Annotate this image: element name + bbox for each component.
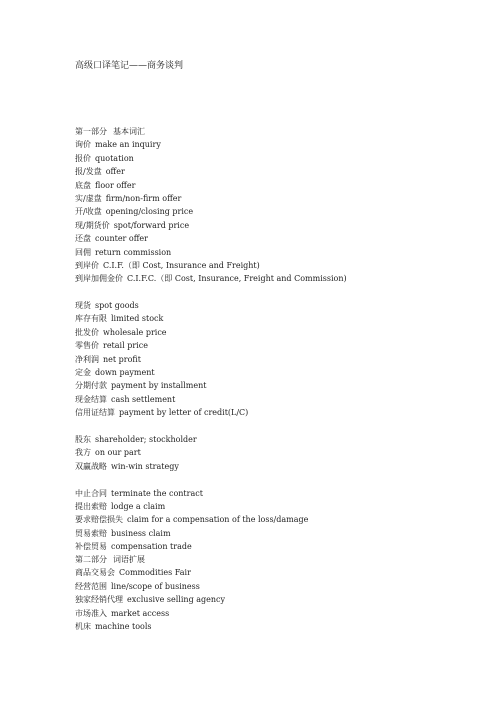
part1-section (75, 125, 347, 554)
vocab-term-zh: 询价 (75, 140, 91, 150)
vocab-term-zh: 分期付款 (75, 381, 107, 391)
vocab-term-en: line/scope of business (111, 581, 200, 591)
vocab-term-en: firm/non-firm offer (105, 193, 182, 203)
vocab-entry (75, 607, 225, 620)
part1-heading (75, 125, 347, 138)
vocab-term-zh: 批发价 (75, 327, 99, 337)
vocab-term-zh: 股东 (75, 434, 91, 444)
vocab-entry (75, 593, 225, 606)
vocab-entry (75, 246, 347, 259)
group-spacer (75, 420, 347, 433)
part2-section (75, 553, 225, 633)
vocab-term-en: exclusive selling agency (127, 595, 226, 605)
vocab-term-en: opening/closing price (105, 207, 194, 217)
vocab-entry (75, 353, 347, 366)
vocab-term-en: make an inquiry (95, 140, 161, 150)
vocab-entry (75, 272, 347, 285)
vocab-entry (75, 580, 225, 593)
vocab-entry (75, 393, 347, 406)
vocab-term-en: claim for a compensation of the loss/damage (127, 515, 309, 525)
part1-vocab-list (75, 138, 347, 553)
vocab-entry (75, 152, 347, 165)
vocab-term-zh: 实/虚盘 (75, 193, 102, 203)
vocab-term-zh: 双赢战略 (75, 461, 107, 471)
part2-heading-label: 第二部分 (75, 555, 107, 564)
vocab-entry (75, 179, 347, 192)
vocab-term-en: net profit (103, 354, 141, 364)
part2-heading-subtitle: 词语扩展 (113, 555, 145, 564)
vocab-term-zh: 信用证结算 (75, 408, 115, 418)
vocab-term-en: C.I.F.（即 Cost, Insurance and Freight) (103, 260, 260, 270)
vocab-term-en: floor offer (95, 180, 136, 190)
vocab-term-zh: 定金 (75, 368, 91, 378)
vocab-term-en: return commission (95, 247, 172, 257)
vocab-term-zh: 到岸价 (75, 260, 99, 270)
vocab-entry (75, 259, 347, 272)
vocab-term-zh: 零售价 (75, 341, 99, 351)
vocab-entry (75, 540, 347, 553)
vocab-term-en: offer (105, 167, 125, 177)
vocab-entry (75, 205, 347, 218)
vocab-term-zh: 商品交易会 (75, 568, 115, 578)
vocab-term-zh: 回佣 (75, 247, 91, 257)
vocab-term-zh: 补偿贸易 (75, 542, 107, 552)
vocab-term-zh: 报/发盘 (75, 167, 102, 177)
part1-heading-subtitle: 基本词汇 (113, 127, 145, 136)
vocab-term-en: payment by letter of credit(L/C) (119, 408, 249, 418)
vocab-term-zh: 现货 (75, 301, 91, 311)
vocab-term-zh: 开/收盘 (75, 207, 102, 217)
vocab-entry (75, 527, 347, 540)
vocab-entry (75, 513, 347, 526)
vocab-term-en: win-win strategy (111, 461, 179, 471)
vocab-term-en: payment by installment (111, 381, 207, 391)
part2-vocab-list (75, 566, 225, 633)
vocab-term-en: spot goods (95, 301, 139, 311)
vocab-term-zh: 市场准入 (75, 608, 107, 618)
vocab-term-en: Commodities Fair (119, 568, 191, 578)
vocab-entry (75, 500, 347, 513)
vocab-entry (75, 446, 347, 459)
vocab-entry (75, 138, 347, 151)
vocab-term-en: quotation (95, 153, 134, 163)
vocab-entry (75, 232, 347, 245)
group-spacer (75, 286, 347, 299)
vocab-term-en: market access (111, 608, 170, 618)
vocab-term-zh: 现/期货价 (75, 220, 110, 230)
vocab-entry (75, 460, 347, 473)
vocab-entry (75, 339, 347, 352)
vocab-term-en: retail price (103, 341, 148, 351)
vocab-entry (75, 379, 347, 392)
part1-heading-label: 第一部分 (75, 127, 107, 136)
vocab-term-zh: 提出索赔 (75, 501, 107, 511)
vocab-term-zh: 净利润 (75, 354, 99, 364)
vocab-term-zh: 还盘 (75, 234, 91, 244)
vocab-term-en: down payment (95, 368, 155, 378)
vocab-term-zh: 要求赔偿损失 (75, 515, 123, 525)
vocab-term-en: cash settlement (111, 394, 176, 404)
vocab-term-en: C.I.F.C.（即 Cost, Insurance, Freight and Commission) (127, 274, 347, 284)
vocab-term-en: spot/forward price (113, 220, 190, 230)
vocab-entry (75, 433, 347, 446)
vocab-term-en: on our part (95, 448, 141, 458)
vocab-term-en: lodge a claim (111, 501, 166, 511)
vocab-term-zh: 现金结算 (75, 394, 107, 404)
vocab-entry (75, 566, 225, 579)
vocab-entry (75, 620, 225, 633)
vocab-term-zh: 报价 (75, 153, 91, 163)
document-title: 高级口译笔记——商务谈判 (75, 61, 184, 71)
vocab-entry (75, 192, 347, 205)
vocab-entry (75, 165, 347, 178)
part2-heading (75, 553, 225, 566)
vocab-term-en: wholesale price (103, 327, 167, 337)
vocab-entry (75, 299, 347, 312)
vocab-entry (75, 219, 347, 232)
vocab-entry (75, 406, 347, 419)
vocab-term-zh: 中止合同 (75, 488, 107, 498)
vocab-entry (75, 312, 347, 325)
vocab-term-en: terminate the contract (111, 488, 203, 498)
vocab-term-en: business claim (111, 528, 171, 538)
vocab-term-zh: 底盘 (75, 180, 91, 190)
vocab-entry (75, 366, 347, 379)
vocab-term-en: compensation trade (111, 542, 192, 552)
vocab-term-zh: 贸易索赔 (75, 528, 107, 538)
vocab-term-zh: 我方 (75, 448, 91, 458)
vocab-term-en: limited stock (111, 314, 164, 324)
vocab-term-zh: 到岸加佣金价 (75, 274, 123, 284)
vocab-term-zh: 库存有限 (75, 314, 107, 324)
vocab-term-en: machine tools (95, 621, 152, 631)
vocab-term-zh: 经营范围 (75, 581, 107, 591)
vocab-entry (75, 487, 347, 500)
vocab-term-zh: 独家经销代理 (75, 595, 123, 605)
vocab-term-zh: 机床 (75, 621, 91, 631)
vocab-term-en: shareholder; stockholder (95, 434, 197, 444)
group-spacer (75, 473, 347, 486)
vocab-term-en: counter offer (95, 234, 148, 244)
vocab-entry (75, 326, 347, 339)
